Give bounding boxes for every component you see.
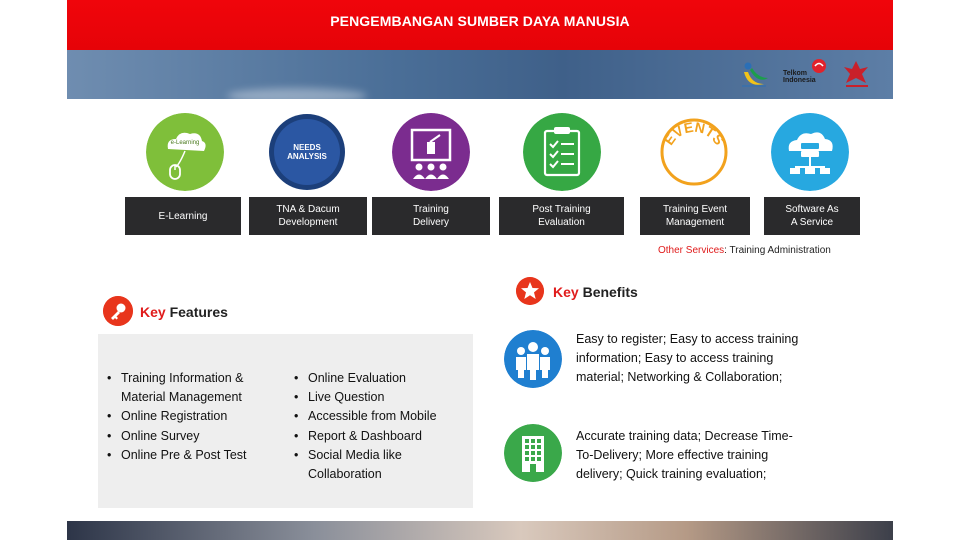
- other-services-note: [658, 245, 831, 256]
- feature-item-text: Online Pre & Post Test: [121, 447, 247, 462]
- feature-item-text-continued: Material Management: [121, 390, 242, 405]
- events-icon-text: EVENTS: [660, 118, 728, 148]
- feature-item: [294, 407, 469, 426]
- key-benefits-highlight: Key: [553, 284, 579, 300]
- star-icon: [516, 277, 544, 305]
- service-label-line2: Evaluation: [538, 217, 585, 228]
- telkom-logo: [783, 58, 831, 92]
- building-icon: [504, 424, 562, 482]
- service-label-event-management: [640, 197, 750, 235]
- feature-item-text: Live Question: [308, 390, 385, 405]
- service-label-post-training: [499, 197, 624, 235]
- bottom-photo-strip: [67, 521, 893, 540]
- other-services-highlight: Other Services: [658, 245, 725, 256]
- feature-item: [107, 427, 287, 446]
- telkom-line2: Indonesia: [783, 77, 816, 84]
- service-label-tna-dacum: [249, 197, 367, 235]
- service-label-saas: [764, 197, 860, 235]
- training-delivery-icon[interactable]: [392, 113, 470, 191]
- key-benefits-heading: [553, 284, 638, 300]
- events-icon[interactable]: [655, 113, 733, 191]
- partner-logos: [735, 50, 877, 99]
- service-label-line2: Development: [278, 217, 338, 228]
- feature-item: [107, 446, 287, 465]
- needs-text: NEEDS: [293, 143, 321, 152]
- features-list-right: [294, 369, 469, 484]
- cloud-server-icon[interactable]: [771, 113, 849, 191]
- corporate-university-logo-icon: [838, 57, 874, 91]
- banner-glow: [227, 88, 367, 104]
- feature-item-text: Social Media like: [308, 447, 402, 462]
- key-features-rest: Features: [165, 304, 228, 320]
- benefit-line: Accurate training data; Decrease Time-: [576, 429, 793, 443]
- benefit-line: To-Delivery; More effective training: [576, 448, 769, 462]
- benefit-line: material; Networking & Collaboration;: [576, 370, 783, 384]
- service-label-line1: TNA & Dacum: [276, 204, 340, 215]
- feature-item: [294, 427, 469, 446]
- service-label-line2: Delivery: [412, 217, 450, 228]
- feature-item-text-continued: Collaboration: [308, 467, 382, 482]
- benefit-line: information; Easy to access training: [576, 351, 774, 365]
- service-label-line2: A Service: [790, 217, 834, 228]
- benefit-text-2: [576, 427, 838, 484]
- feature-item: [107, 407, 287, 426]
- benefit-line: Easy to register; Easy to access training: [576, 332, 799, 346]
- service-label-line1: Software As: [785, 204, 839, 215]
- e-learning-icon[interactable]: [146, 113, 224, 191]
- title-bar: [67, 0, 893, 50]
- service-label-e-learning: [125, 197, 241, 235]
- feature-item-text: Online Registration: [121, 409, 228, 424]
- service-label-line1: Post Training: [532, 204, 591, 215]
- kominfo-logo-icon: [738, 58, 770, 90]
- needs-analysis-icon[interactable]: [268, 113, 346, 191]
- feature-item: [294, 388, 469, 407]
- service-label-line1: Training: [413, 204, 449, 215]
- people-icon: [504, 330, 562, 388]
- feature-item-text: Online Survey: [121, 428, 200, 443]
- feature-item: [107, 369, 287, 407]
- service-label-line1: Training Event: [662, 204, 728, 215]
- feature-item-text: Online Evaluation: [308, 371, 406, 385]
- key-benefits-rest: Benefits: [578, 284, 638, 300]
- feature-item: [294, 446, 469, 484]
- service-label-training-delivery: [372, 197, 490, 235]
- checklist-icon[interactable]: [523, 113, 601, 191]
- other-services-rest: : Training Administration: [724, 245, 831, 256]
- benefit-text-1: [576, 330, 838, 387]
- feature-item-text: Training Information &: [121, 371, 244, 385]
- key-features-heading: [140, 304, 228, 320]
- feature-item: [294, 369, 469, 388]
- service-label-text: E-Learning: [158, 210, 208, 222]
- e-learning-icon-text: e-Learning: [170, 140, 200, 146]
- service-label-line2: Management: [665, 217, 725, 228]
- feature-item-text: Accessible from Mobile: [308, 409, 437, 424]
- feature-item-text: Report & Dashboard: [308, 428, 422, 443]
- telkom-line1: Telkom: [783, 70, 807, 77]
- analysis-text: ANALYSIS: [287, 152, 327, 161]
- telkom-wordmark: [783, 70, 816, 84]
- key-icon: [103, 296, 133, 326]
- benefit-line: delivery; Quick training evaluation;: [576, 467, 767, 481]
- key-features-highlight: Key: [140, 304, 166, 320]
- features-list-left: [107, 369, 287, 465]
- slide-title: PENGEMBANGAN SUMBER DAYA MANUSIA: [330, 13, 630, 29]
